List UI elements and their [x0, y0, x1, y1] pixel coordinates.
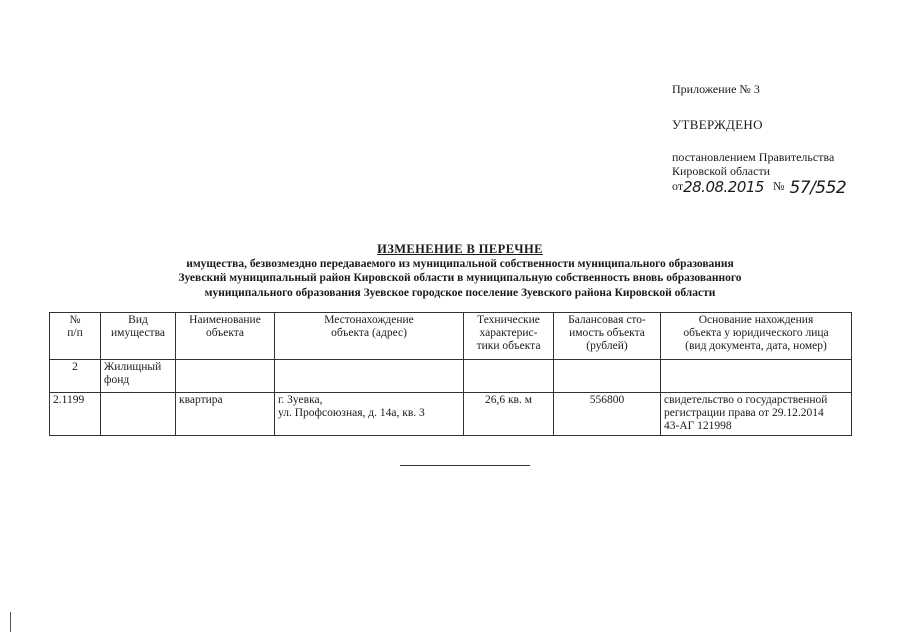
resolution-line-1: постановлением Правительства: [672, 150, 835, 164]
header-text: объекта у юридического лица: [683, 327, 829, 339]
header-text: имущества: [111, 327, 165, 339]
resolution-line-2: Кировской области: [672, 164, 771, 178]
number-prefix: №: [772, 179, 785, 193]
title-line-1: имущества, безвозмездно передаваемого из муниципальной собственности муниципального образования: [186, 257, 734, 270]
header-text: Балансовая сто-: [568, 314, 646, 326]
cell-text: регистрации права от 29.12.2014: [664, 407, 824, 419]
col-address-header: [275, 313, 464, 360]
header-text: Основание нахождения: [698, 314, 814, 326]
header-text: №: [69, 314, 81, 326]
cell-balance: [554, 360, 661, 393]
cell-text: Жилищный: [104, 361, 162, 373]
date-prefix: от: [672, 179, 684, 193]
col-name-header: [176, 313, 275, 360]
handwritten-number: 57/552: [789, 178, 847, 198]
header-text: Вид: [128, 314, 148, 326]
cell-number: 2.1199: [50, 393, 101, 436]
property-table: [49, 312, 852, 436]
cell-type: [101, 393, 176, 436]
cell-name: квартира: [176, 393, 275, 436]
approval-block: [672, 82, 847, 198]
cell-number: 2: [50, 360, 101, 393]
cell-specs: [464, 360, 554, 393]
cell-basis: [661, 360, 852, 393]
table-row-group: [50, 360, 852, 393]
cell-balance: 556800: [554, 393, 661, 436]
header-text: (рублей): [586, 340, 628, 352]
cell-text: свидетельство о государственной: [664, 394, 828, 406]
cell-text: ул. Профсоюзная, д. 14а, кв. 3: [278, 407, 425, 419]
cell-specs: 26,6 кв. м: [464, 393, 554, 436]
document-title: [140, 242, 780, 300]
header-text: характерис-: [479, 327, 538, 339]
title-line-2: Зуевский муниципальный район Кировской области в муниципальную собственность вновь образованного: [178, 272, 742, 284]
cell-basis: [661, 393, 852, 436]
header-text: тики объекта: [476, 340, 541, 352]
table-row: [50, 393, 852, 436]
annex-label: Приложение № 3: [672, 82, 760, 96]
resolution-date-number: [672, 178, 847, 198]
col-balance-header: [554, 313, 661, 360]
table-header-row: [50, 313, 852, 360]
header-text: (вид документа, дата, номер): [685, 340, 827, 352]
cell-address: [275, 393, 464, 436]
cell-name: [176, 360, 275, 393]
closing-rule: [400, 465, 530, 466]
title-line-3: муниципального образования Зуевское городское поселение Зуевского района Кировской области: [204, 286, 716, 299]
header-text: п/п: [67, 327, 83, 339]
header-text: Технические: [477, 314, 540, 326]
cell-text: фонд: [104, 374, 130, 386]
cell-text: г. Зуевка,: [278, 394, 323, 406]
handwritten-date: 28.08.2015: [683, 178, 764, 196]
col-type-header: [101, 313, 176, 360]
header-text: Местонахождение: [324, 314, 414, 326]
main-title: ИЗМЕНЕНИЕ В ПЕРЕЧНЕ: [377, 242, 543, 256]
cell-text: 43-АГ 121998: [664, 420, 732, 432]
col-number-header: [50, 313, 101, 360]
col-basis-header: [661, 313, 852, 360]
scan-margin-mark: [10, 612, 11, 632]
col-specs-header: [464, 313, 554, 360]
cell-type: [101, 360, 176, 393]
header-text: имость объекта: [569, 327, 645, 339]
cell-address: [275, 360, 464, 393]
approved-stamp: УТВЕРЖДЕНО: [672, 117, 763, 132]
header-text: объекта (адрес): [331, 327, 407, 339]
header-text: Наименование: [189, 314, 261, 326]
header-text: объекта: [205, 327, 245, 339]
